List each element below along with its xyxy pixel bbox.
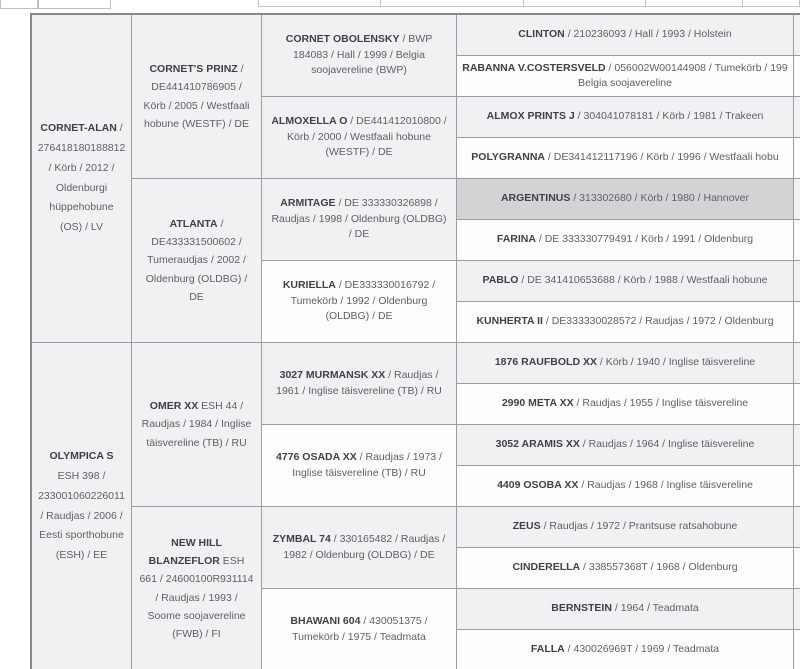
clipped-row-fragment <box>0 0 38 9</box>
horse-name: PABLO <box>482 274 519 287</box>
pedigree-cell-cinderella[interactable] <box>457 548 794 589</box>
pedigree-cell-bhawani-604[interactable] <box>262 589 457 669</box>
horse-details: / BWP 184083 / Hall / 1999 / Belgia soojavereline (BWP) <box>293 32 433 77</box>
horse-name: BERNSTEIN <box>551 602 612 615</box>
horse-details: ESH 398 / 233001060226011 / Raudjas / 2006 / Eesti sporthobune (ESH) / EE <box>38 469 125 562</box>
horse-name: ZYMBAL 74 <box>272 532 331 545</box>
horse-details: / 210236093 / Hall / 1993 / Holstein <box>567 28 732 41</box>
horse-details: / DE333330016792 / Tumekörb / 1992 / Oldenburg (OLDBG) / DE <box>290 278 436 323</box>
pedigree-cell-armitage[interactable] <box>262 179 457 261</box>
pedigree-cell-almoxella-o[interactable] <box>262 97 457 179</box>
horse-name: ALMOX PRINTS J <box>486 110 575 123</box>
pedigree-cell-raufbold-xx[interactable] <box>457 343 794 384</box>
clipped-row-fragment <box>742 0 800 7</box>
pedigree-table <box>30 13 800 669</box>
horse-name: CORNET'S PRINZ <box>149 63 238 76</box>
clipped-row-fragment <box>380 0 524 7</box>
clipped-column-fragment <box>794 425 800 466</box>
clipped-column-fragment <box>794 507 800 548</box>
pedigree-cell-falla[interactable] <box>457 630 794 669</box>
horse-details: / 330165482 / Raudjas / 1982 / Oldenburg (OLDBG) / DE <box>283 532 446 561</box>
horse-details: / Raudjas / 1961 / Inglise täisvereline (TB) / RU <box>276 368 442 397</box>
horse-details: / 430026969T / 1969 / Teadmata <box>567 643 720 656</box>
clipped-column-fragment <box>794 15 800 56</box>
pedigree-cell-murmansk-xx[interactable] <box>262 343 457 425</box>
horse-details: / Raudjas / 1972 / Prantsuse ratsahobune <box>543 520 738 533</box>
pedigree-cell-olympica-s[interactable] <box>32 343 132 669</box>
horse-details: / Körb / 1940 / Inglise täisvereline <box>599 356 756 369</box>
horse-details: / DE341412117196 / Körb / 1996 / Westfaali hobu <box>547 151 779 164</box>
horse-name: ALMOXELLA O <box>271 114 348 127</box>
clipped-row-fragment <box>523 0 646 7</box>
pedigree-cell-pablo[interactable] <box>457 261 794 302</box>
clipped-column-fragment <box>794 589 800 630</box>
horse-name: ARGENTINUS <box>500 192 571 205</box>
horse-details: ESH 661 / 24600100R931114 / Raudjas / 1993 / Soome soojavereline (FWB) / FI <box>139 555 254 640</box>
horse-details: Belgia soojavereline <box>578 77 672 89</box>
pedigree-cell-clinton[interactable] <box>457 15 794 56</box>
horse-details: / 430051375 / Tumekörb / 1975 / Teadmata <box>292 614 428 643</box>
horse-details: / 304041078181 / Körb / 1981 / Trakeen <box>577 110 764 123</box>
pedigree-cell-aramis-xx[interactable] <box>457 425 794 466</box>
horse-name: FARINA <box>496 233 536 246</box>
clipped-column-fragment <box>794 302 800 343</box>
pedigree-cell-bernstein[interactable] <box>457 589 794 630</box>
pedigree-cell-cornet-alan[interactable] <box>32 15 132 343</box>
clipped-row-fragment <box>645 0 743 7</box>
pedigree-cell-kunherta-ii[interactable] <box>457 302 794 343</box>
horse-details: / Raudjas / 1964 / Inglise täisvereline <box>582 438 755 451</box>
horse-details: / Raudjas / 1955 / Inglise täisvereline <box>576 397 749 410</box>
horse-details: / 276418180188812 / Körb / 2012 / Oldenburgi hüppehobune (OS) / LV <box>37 121 126 234</box>
horse-name: 2990 META XX <box>501 397 574 410</box>
horse-name: KUNHERTA II <box>476 315 543 328</box>
clipped-column-fragment <box>794 261 800 302</box>
horse-name: FALLA <box>530 643 565 656</box>
horse-name: 4776 OSADA XX <box>276 450 357 463</box>
clipped-column-fragment <box>794 56 800 97</box>
pedigree-cell-cornet-obolensky[interactable] <box>262 15 457 97</box>
horse-details: / Raudjas / 1973 / Inglise täisvereline (TB) / RU <box>292 450 442 479</box>
horse-details: / DE441410786905 / Körb / 2005 / Westfaali hobune (WESTF) / DE <box>143 63 250 130</box>
pedigree-cell-zymbal-74[interactable] <box>262 507 457 589</box>
horse-name: 3027 MURMANSK XX <box>279 368 386 381</box>
horse-name: OMER XX <box>149 400 199 413</box>
clipped-column-fragment <box>794 220 800 261</box>
horse-name: 3052 ARAMIS XX <box>495 438 580 451</box>
horse-name: BHAWANI 604 <box>290 614 361 627</box>
pedigree-cell-omer-xx[interactable] <box>132 343 262 507</box>
horse-name: 1876 RAUFBOLD XX <box>494 356 597 369</box>
horse-details: / DE433331500602 / Tumeraudjas / 2002 / Oldenburg (OLDBG) / DE <box>145 218 248 303</box>
pedigree-cell-meta-xx[interactable] <box>457 384 794 425</box>
clipped-column-fragment <box>794 630 800 669</box>
horse-name: CINDERELLA <box>512 561 581 574</box>
pedigree-cell-osoba-xx[interactable] <box>457 466 794 507</box>
horse-details: ESH 44 / Raudjas / 1984 / Inglise täisvereline (TB) / RU <box>141 400 252 449</box>
clipped-row-fragment <box>258 0 381 7</box>
horse-name: KURIELLA <box>282 278 336 291</box>
clipped-column-fragment <box>794 466 800 507</box>
pedigree-cell-cornets-prinz[interactable] <box>132 15 262 179</box>
clipped-column-fragment <box>794 343 800 384</box>
horse-details: / 313302680 / Körb / 1980 / Hannover <box>573 192 750 205</box>
horse-details: / 338557368T / 1968 / Oldenburg <box>583 561 738 574</box>
pedigree-cell-atlanta[interactable] <box>132 179 262 343</box>
clipped-column-fragment <box>794 384 800 425</box>
horse-name: POLYGRANNA <box>471 151 545 164</box>
horse-name: RABANNA V.COSTERSVELD <box>462 61 606 74</box>
clipped-row-fragment <box>38 0 111 9</box>
pedigree-cell-farina[interactable] <box>457 220 794 261</box>
horse-name: ATLANTA <box>169 218 218 231</box>
horse-details: / DE 333330779491 / Körb / 1991 / Oldenburg <box>538 233 754 246</box>
clipped-column-fragment <box>794 97 800 138</box>
horse-details: / 1964 / Teadmata <box>614 602 699 615</box>
pedigree-cell-rabanna-v-costersveld[interactable] <box>457 56 794 97</box>
horse-name: NEW HILL BLANZEFLOR <box>148 537 222 568</box>
horse-name: OLYMPICA S <box>49 449 114 462</box>
clipped-column-fragment <box>794 179 800 220</box>
horse-name: CORNET OBOLENSKY <box>285 32 400 45</box>
pedigree-cell-zeus[interactable] <box>457 507 794 548</box>
horse-name: CORNET-ALAN <box>40 121 117 134</box>
horse-details: / DE 333330326898 / Raudjas / 1998 / Oldenburg (OLDBG) / DE <box>271 196 447 241</box>
pedigree-cell-new-hill-blanzeflor[interactable] <box>132 507 262 669</box>
horse-name: CLINTON <box>518 28 565 41</box>
horse-details: / DE 341410653688 / Körb / 1988 / Westfaali hobune <box>521 274 768 287</box>
clipped-column-fragment <box>794 138 800 179</box>
horse-name: ZEUS <box>512 520 541 533</box>
horse-details: / DE333330028572 / Raudjas / 1972 / Oldenburg <box>545 315 774 328</box>
pedigree-cell-argentinus[interactable] <box>457 179 794 220</box>
horse-details: / 056002W00144908 / Tumekörb / 199 <box>608 61 788 74</box>
horse-name: 4409 OSOBA XX <box>497 479 579 492</box>
horse-name: ARMITAGE <box>280 196 336 209</box>
horse-details: / DE441412010800 / Körb / 2000 / Westfaali hobune (WESTF) / DE <box>287 114 447 159</box>
pedigree-cell-osada-xx[interactable] <box>262 425 457 507</box>
horse-details: / Raudjas / 1968 / Inglise täisvereline <box>581 479 753 492</box>
pedigree-cell-kuriella[interactable] <box>262 261 457 343</box>
pedigree-cell-polygranna[interactable] <box>457 138 794 179</box>
clipped-column-fragment <box>794 548 800 589</box>
pedigree-cell-almox-prints-j[interactable] <box>457 97 794 138</box>
